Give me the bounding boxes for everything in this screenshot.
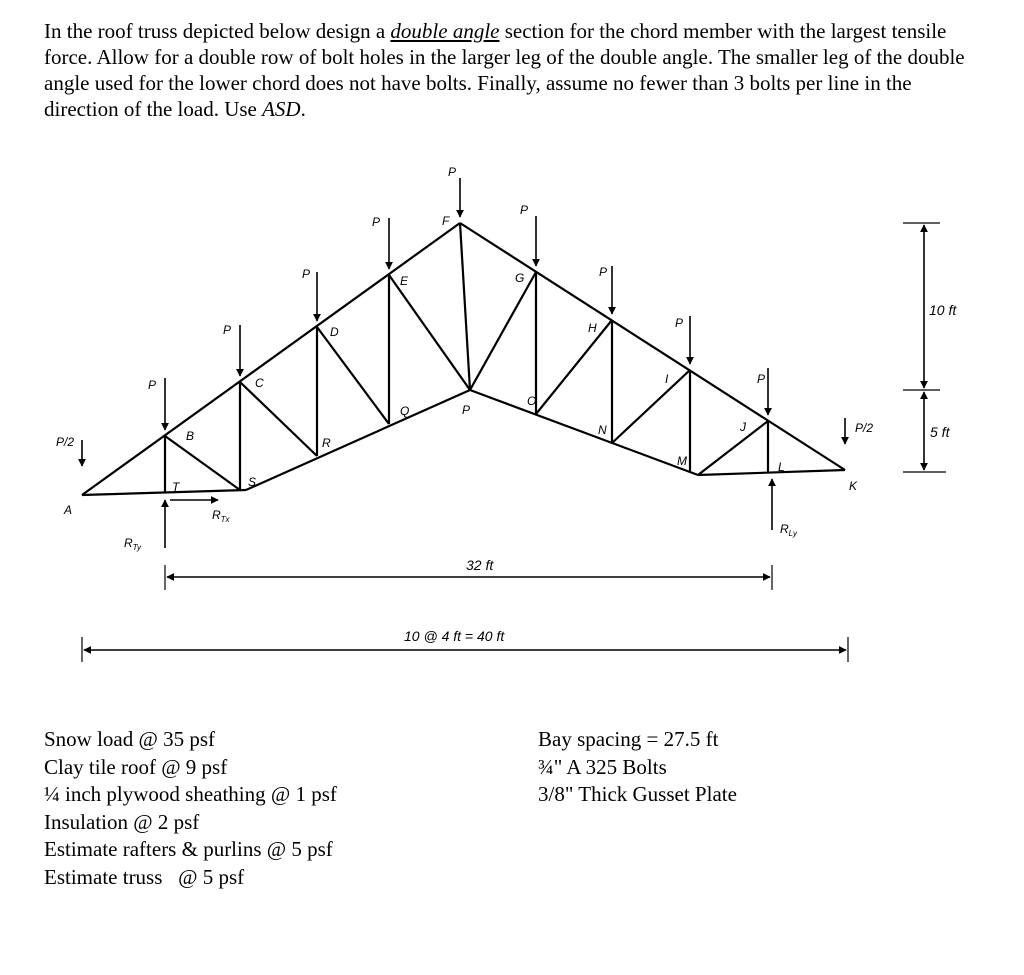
load-plywood: ¼ inch plywood sheathing @ 1 psf xyxy=(44,782,337,806)
top-chord-left xyxy=(82,223,460,495)
bay-spacing: Bay spacing = 27.5 ft xyxy=(538,727,719,751)
problem-text-b: section for the chord member with the largest tensile force. Allow for a double row of bolt holes in the larger leg of the double angle. The smaller leg of the double angle used for the lower chord does not have bolts. Finally, assume no fewer than 3 bolts per line in the direction of the load. Use xyxy=(44,19,965,121)
height-dimension xyxy=(903,223,957,472)
reaction-arrows xyxy=(165,479,772,548)
svg-text:P: P xyxy=(302,267,311,281)
svg-text:J: J xyxy=(740,420,746,434)
load-insulation: Insulation @ 2 psf xyxy=(44,809,200,834)
problem-text-a: In the roof truss depicted below design a xyxy=(44,19,391,43)
load-clay-tile: Clay tile roof @ 9 psf xyxy=(44,754,228,779)
svg-text:M: M xyxy=(677,454,687,468)
svg-text:A: A xyxy=(64,503,73,517)
load-snow: Snow load @ 35 psf xyxy=(44,727,216,751)
top-chord-right xyxy=(460,223,845,470)
bottom-chord-right-end xyxy=(698,470,845,475)
svg-text:RTy: $R_{Ty}$ xyxy=(124,536,141,552)
svg-text:C: C xyxy=(255,376,264,390)
svg-text:P/2: P/2 xyxy=(56,435,75,449)
bottom-chord-left xyxy=(246,390,470,490)
svg-text:P: P xyxy=(599,265,608,279)
span-support-label: 32 ft xyxy=(466,557,494,573)
problem-emphasis: double angle xyxy=(390,19,500,43)
svg-text:P: P xyxy=(757,372,766,386)
reaction-labels xyxy=(124,508,798,552)
svg-text:L: L xyxy=(778,460,785,474)
svg-text:P: P xyxy=(520,203,529,217)
svg-text:K: K xyxy=(849,479,858,493)
svg-text:Q: Q xyxy=(400,404,410,418)
svg-text:P: P xyxy=(448,165,457,179)
svg-text:G: G xyxy=(515,271,525,285)
problem-asd: ASD xyxy=(262,97,301,121)
svg-text:B: B xyxy=(186,429,195,443)
svg-text:F: F xyxy=(442,214,450,228)
span-dimension-32ft xyxy=(165,557,772,590)
height-upper-label: 10 ft xyxy=(929,302,957,318)
svg-text:P: P xyxy=(462,403,471,417)
svg-text:T: T xyxy=(172,480,180,494)
load-arrows xyxy=(82,178,845,466)
gusset-plate: 3/8" Thick Gusset Plate xyxy=(538,782,737,806)
node-labels xyxy=(63,214,858,517)
height-lower-label: 5 ft xyxy=(930,424,950,440)
span-total-label: 10 @ 4 ft = 40 ft xyxy=(404,628,505,644)
span-dimension-40ft xyxy=(82,628,848,662)
svg-text:R: R xyxy=(322,436,331,450)
bottom-chord-right xyxy=(470,390,698,475)
truss-verticals xyxy=(165,223,768,493)
svg-text:P: P xyxy=(675,316,684,330)
problem-text-c: . xyxy=(300,97,306,121)
svg-text:P: P xyxy=(223,323,232,337)
load-truss: Estimate truss @ 5 psf xyxy=(44,864,245,889)
load-list-left xyxy=(44,726,337,891)
svg-text:E: E xyxy=(400,274,409,288)
svg-text:S: S xyxy=(248,475,257,489)
bolt-spec: ¾" A 325 Bolts xyxy=(538,754,667,779)
svg-text:P: P xyxy=(148,378,157,392)
svg-text:O: O xyxy=(527,394,537,408)
svg-text:N: N xyxy=(598,423,607,437)
svg-text:P: P xyxy=(372,215,381,229)
svg-text:P/2: P/2 xyxy=(855,421,874,435)
svg-text:D: D xyxy=(330,325,339,339)
svg-text:H: H xyxy=(588,321,597,335)
load-rafters: Estimate rafters & purlins @ 5 psf xyxy=(44,837,333,861)
svg-text:RLy: $R_{Ly}$ xyxy=(780,522,797,538)
design-params-right xyxy=(538,726,737,809)
svg-text:RTx: $R_{Tx}$ xyxy=(212,508,230,524)
svg-text:I: I xyxy=(665,372,669,386)
